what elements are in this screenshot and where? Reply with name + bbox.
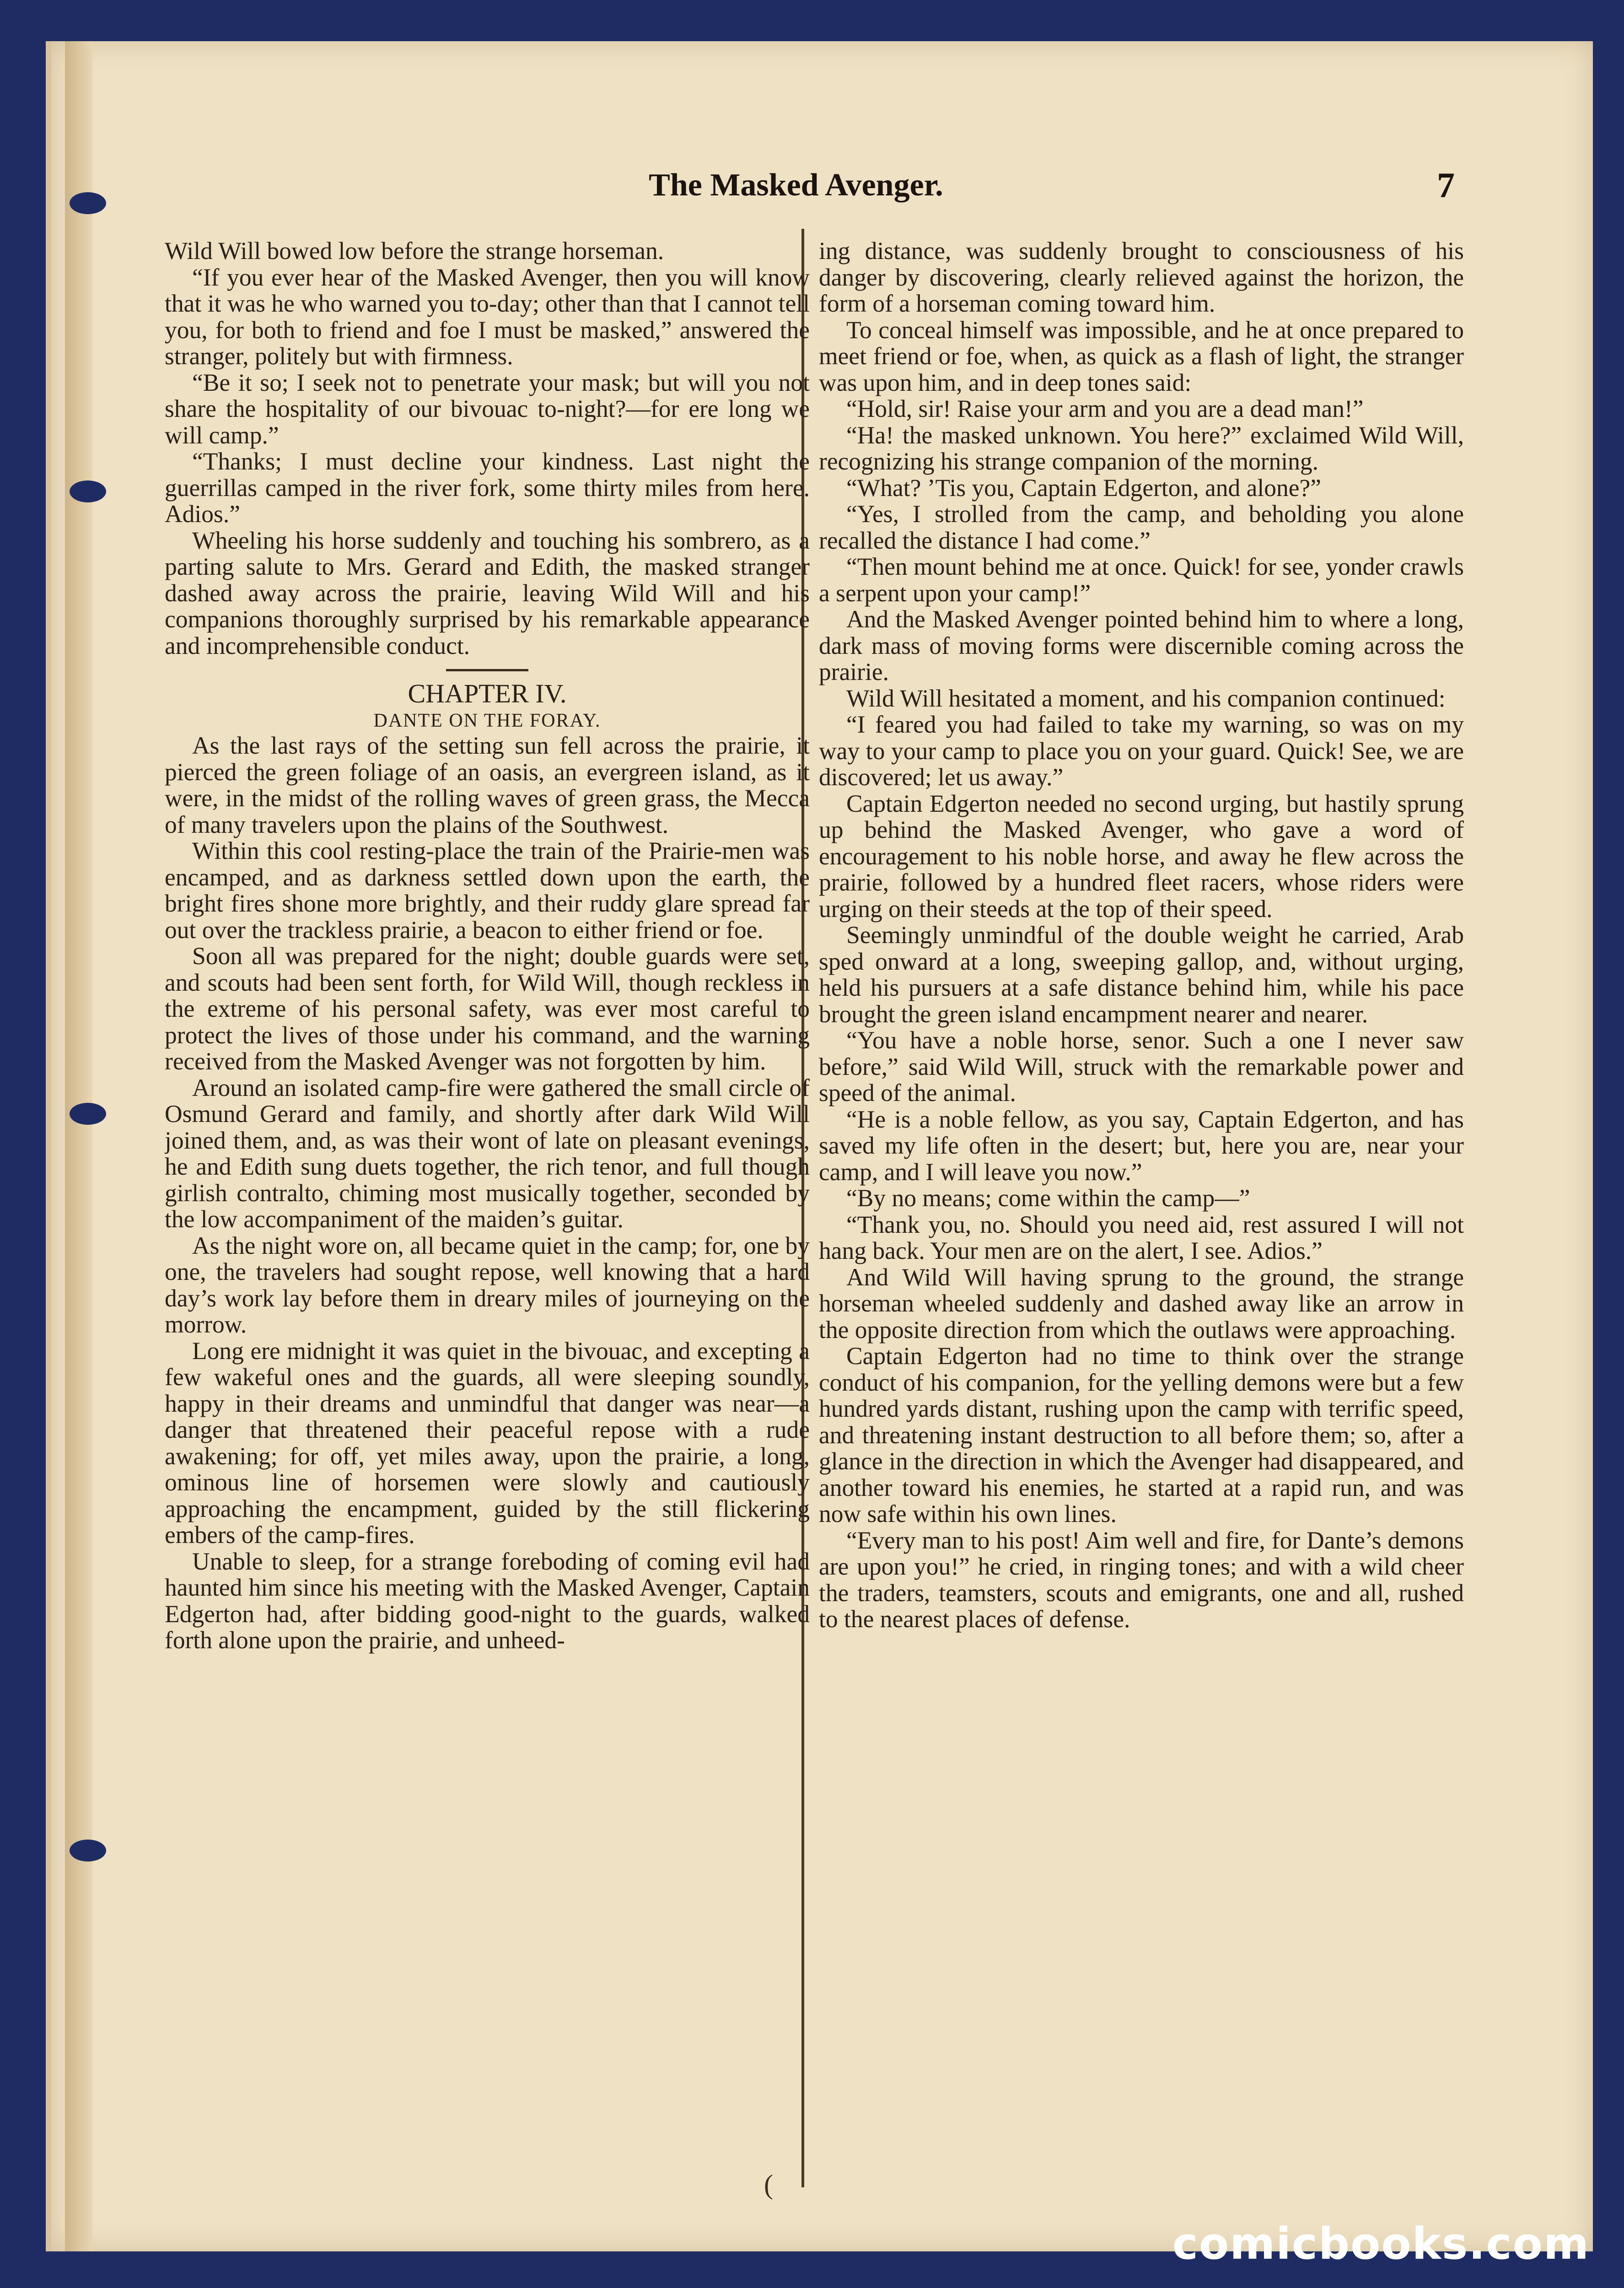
paragraph: “You have a noble horse, senor. Such a one I never saw before,” said Wild Will, struck with the remarkable power and speed of the animal.: [819, 1026, 1464, 1106]
page-number: 7: [1437, 165, 1455, 205]
paragraph: “Then mount behind me at once. Quick! for see, yonder crawls a serpent upon your camp!”: [819, 553, 1464, 607]
paragraph: “By no means; come within the camp—”: [846, 1184, 1250, 1212]
paragraph: “Thank you, no. Should you need aid, rest assured I will not hang back. Your men are on the alert, I see. Adios.”: [819, 1210, 1464, 1264]
paragraph: Wheeling his horse suddenly and touching his sombrero, as a parting salute to Mrs. Gerard and Edith, the masked stranger dashed away across the prairie, leaving Wild Will and his companions thoroughly surprised by his remarkable appearance and incomprehensible conduct.: [165, 526, 810, 659]
paragraph: ing distance, was suddenly brought to consciousness of his danger by discovering, clearly relieved against the horizon, the form of a horseman coming toward him.: [819, 238, 1464, 317]
paragraph: As the night wore on, all became quiet in the camp; for, one by one, the travelers had sought repose, well knowing that a hard day’s work lay before them in dreary miles of journeying on the morrow.: [165, 1231, 810, 1338]
paragraph: Captain Edgerton needed no second urging, but hastily sprung up behind the Masked Avenger, who gave a word of encouragement to his noble horse, and away he flew across the prairie, followed by a hundred fleet racers, whose riders were urging on their steeds at the top of their speed.: [819, 789, 1464, 923]
paragraph: Captain Edgerton had no time to think over the strange conduct of his companion, for the yelling demons were but a few hundred yards distant, rushing upon the camp with terrific speed, and threatening instant destruction to all before them; so, after a glance in the direction in which the Avenger had disappeared, and another toward his enemies, he started at a rapid run, and was now safe within his own lines.: [819, 1342, 1464, 1527]
left-column: [165, 238, 810, 2160]
right-column: [819, 238, 1464, 2160]
binding-hole: [70, 1103, 106, 1125]
paragraph: Wild Will hesitated a moment, and his companion continued:: [846, 684, 1446, 712]
running-header: [137, 158, 1455, 213]
chapter-title: CHAPTER IV.: [408, 679, 567, 708]
binding-gutter: [65, 41, 92, 2251]
paragraph: “If you ever hear of the Masked Avenger, then you will know that it was he who warned you to-day; other than that I cannot tell you, for both to friend and foe I must be masked,” answered the stranger, politely but with firmness.: [165, 263, 810, 370]
paragraph: Wild Will bowed low before the strange horseman.: [165, 238, 664, 264]
chapter-subtitle: DANTE ON THE FORAY.: [373, 710, 601, 731]
paragraph: Seemingly unmindful of the double weight he carried, Arab sped onward at a long, sweeping gallop, and, without urging, held his pursuers at a safe distance behind him, while his pace brought the green island encampment nearer and nearer.: [819, 921, 1464, 1028]
left-paragraphs-before: [165, 238, 810, 659]
paragraph: Within this cool resting-place the train of the Prairie-men was encamped, and as darkness settled down upon the earth, the bright fires shone more brightly, and their ruddy glare spread far out over the trackless prairie, a beacon to either friend or foe.: [165, 837, 810, 944]
paragraph: “He is a noble fellow, as you say, Captain Edgerton, and has saved my life often in the desert; but, here you are, near your camp, and I will leave you now.”: [819, 1105, 1464, 1186]
paragraph: “I feared you had failed to take my warning, so was on my way to your camp to place you on your guard. Quick! See, we are discovered; let us away.”: [819, 711, 1464, 791]
paragraph: Unable to sleep, for a strange foreboding of coming evil had haunted him since his meeting with the Masked Avenger, Captain Edgerton had, after bidding good-night to the guards, walked forth alone upon the prairie, and unheed-: [165, 1547, 810, 1654]
paragraph: Long ere midnight it was quiet in the bivouac, and excepting a few wakeful ones and the guards, all were sleeping soundly, happy in their dreams and unmindful that danger was near—a danger that threatened their peaceful repose with a rude awakening; for off, yet miles away, upon the prairie, a long, ominous line of horsemen were slowly and cautiously approaching the encampment, guided by the still flickering embers of the camp-fires.: [165, 1337, 810, 1549]
left-paragraphs-after: [165, 733, 810, 1654]
paragraph: Around an isolated camp-fire were gathered the small circle of Osmund Gerard and family, and shortly after dark Wild Will joined them, and, as was their wont of late on pleasant evenings, he and Edith sung duets together, the rich tenor, and full though girlish contralto, chiming most musically together, seconded by the low accompaniment of the maiden’s guitar.: [165, 1074, 810, 1233]
paragraph: “Be it so; I seek not to penetrate your mask; but will you not share the hospitality of our bivouac to-night?—for ere long we will camp.”: [165, 368, 810, 449]
right-paragraphs: [819, 238, 1464, 1633]
header-title: The Masked Avenger.: [649, 167, 943, 203]
paragraph: To conceal himself was impossible, and he at once prepared to meet friend or foe, when, as quick as a flash of light, the stranger was upon him, and in deep tones said:: [819, 316, 1464, 396]
paragraph: And Wild Will having sprung to the ground, the strange horseman wheeled suddenly and dashed away like an arrow in the opposite direction from which the outlaws were approaching.: [819, 1263, 1464, 1344]
paragraph: “Ha! the masked unknown. You here?” exclaimed Wild Will, recognizing his strange companion of the morning.: [819, 421, 1464, 475]
section-separator: [446, 669, 528, 671]
paragraph: And the Masked Avenger pointed behind him to where a long, dark mass of moving forms were discernible coming across the prairie.: [819, 605, 1464, 685]
paragraph: “What? ’Tis you, Captain Edgerton, and alone?”: [846, 474, 1321, 502]
paragraph: Soon all was prepared for the night; double guards were set, and scouts had been sent forth, for Wild Will, though reckless in the extreme of his personal safety, was ever most careful to protect the lives of those under his command, and the warning received from the Masked Avenger was not forgotten by him.: [165, 942, 810, 1075]
footer-mark: (: [764, 2169, 773, 2200]
binding-hole: [70, 480, 106, 502]
binding-hole: [70, 1840, 106, 1862]
binding-hole: [70, 192, 106, 214]
paragraph: As the last rays of the setting sun fell across the prairie, it pierced the green foliage of an oasis, an evergreen island, as it were, in the midst of the rolling waves of green grass, the Mecca of many travelers upon the plains of the Southwest.: [165, 732, 810, 838]
watermark: comicbooks.com: [1172, 2219, 1590, 2269]
paragraph: “Hold, sir! Raise your arm and you are a dead man!”: [846, 395, 1364, 422]
paragraph: “Thanks; I must decline your kindness. Last night the guerrillas camped in the river fork, some thirty miles from here. Adios.”: [165, 448, 810, 528]
paragraph: “Yes, I strolled from the camp, and beholding you alone recalled the distance I had come.”: [819, 500, 1464, 554]
paragraph: “Every man to his post! Aim well and fire, for Dante’s demons are upon you!” he cried, in ringing tones; and with a wild cheer the traders, teamsters, scouts and emigrants, one and all, rushed to the nearest places of defense.: [819, 1526, 1464, 1633]
